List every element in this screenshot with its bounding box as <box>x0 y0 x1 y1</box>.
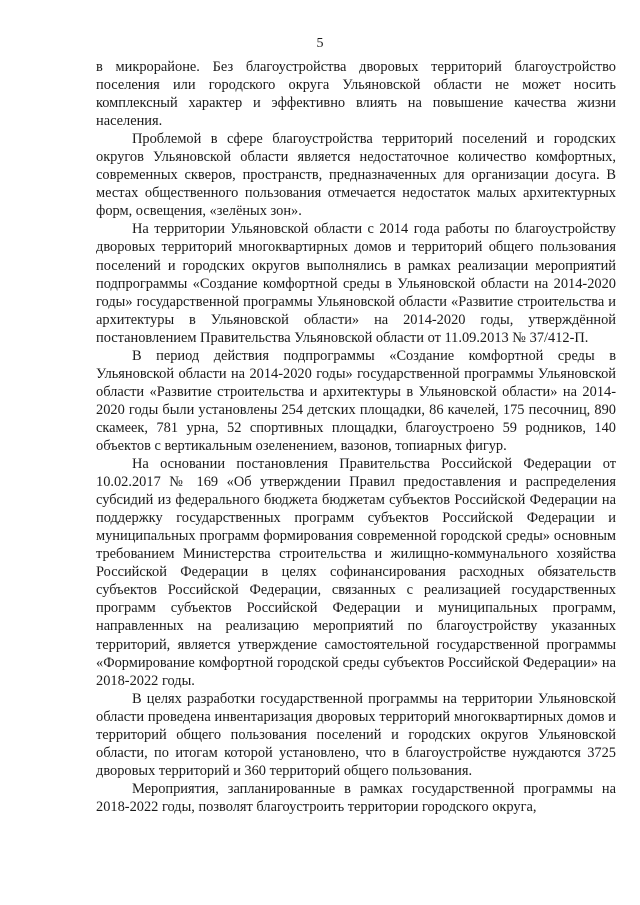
paragraph-continuation: в микрорайоне. Без благоустройства дворовых территорий благоустройство поселения или городского округа Ульяновской области не может носить комплексный характер и эффективно влиять на повышение качества жизни населения. <box>96 59 616 130</box>
paragraph: В период действия подпрограммы «Создание комфортной среды в Ульяновской области на 2014-2020 годы» государственной программы Ульяновской области «Развитие строительства и архитектуры в Ульяновской области» на 2014-2020 годы были установлены 254 детских площадки, 86 качелей, 175 песочниц, 890 скамеек, 781 урна, 52 спортивных площадки, благоустроено 59 родников, 140 объектов с вертикальным озеленением, вазонов, топиарных фигур. <box>96 347 616 454</box>
paragraph: Проблемой в сфере благоустройства территорий поселений и городских округов Ульяновской области является недостаточное количество комфортных, современных скверов, пространств, предназначенных для организации досуга. В местах общественного пользования отмечается недостаток малых архитектурных форм, освещения, «зелёных зон». <box>96 131 616 220</box>
paragraph: Мероприятия, запланированные в рамках государственной программы на 2018-2022 годы, позволят благоустроить территории городского округа, <box>96 780 616 815</box>
paragraph: На основании постановления Правительства Российской Федерации от 10.02.2017 № 169 «Об утверждении Правил предоставления и распределения субсидий из федерального бюджета бюджетам субъектов Российской Федерации на поддержку государственных программ субъектов Российской Федерации и муниципальных программ формирования современной городской среды» основным требованием Министерства строительства и жилищно-коммунального хозяйства Российской Федерации в целях софинансирования расходных обязательств субъектов Российской Федерации, связанных с реализацией государственных программ субъектов Российской Федерации и муниципальных программ, направленных на реализацию мероприятий по благоустройству указанных территорий, является утверждение самостоятельной государственной программы «Формирование комфортной городской среды субъектов Российской Федерации» на 2018-2022 годы. <box>96 456 616 689</box>
page-number: 5 <box>316 36 324 51</box>
paragraph: В целях разработки государственной программы на территории Ульяновской области проведена инвентаризация дворовых территорий многоквартирных домов и территорий общего пользования поселений и городских округов Ульяновской области, по итогам которой установлено, что в благоустройстве нуждаются 3725 дворовых территорий и 360 территорий общего пользования. <box>96 690 616 779</box>
document-body <box>96 58 616 816</box>
paragraph: На территории Ульяновской области с 2014 года работы по благоустройству дворовых территорий многоквартирных домов и территорий общего пользования поселений и городских округов выполнялись в рамках реализации мероприятий подпрограммы «Создание комфортной среды в Ульяновской области на 2014-2020 годы» государственной программы Ульяновской области «Развитие строительства и архитектуры в Ульяновской области» на 2014-2020 годы, утверждённой постановлением Правительства Ульяновской области от 11.09.2013 № 37/412-П. <box>96 221 616 346</box>
